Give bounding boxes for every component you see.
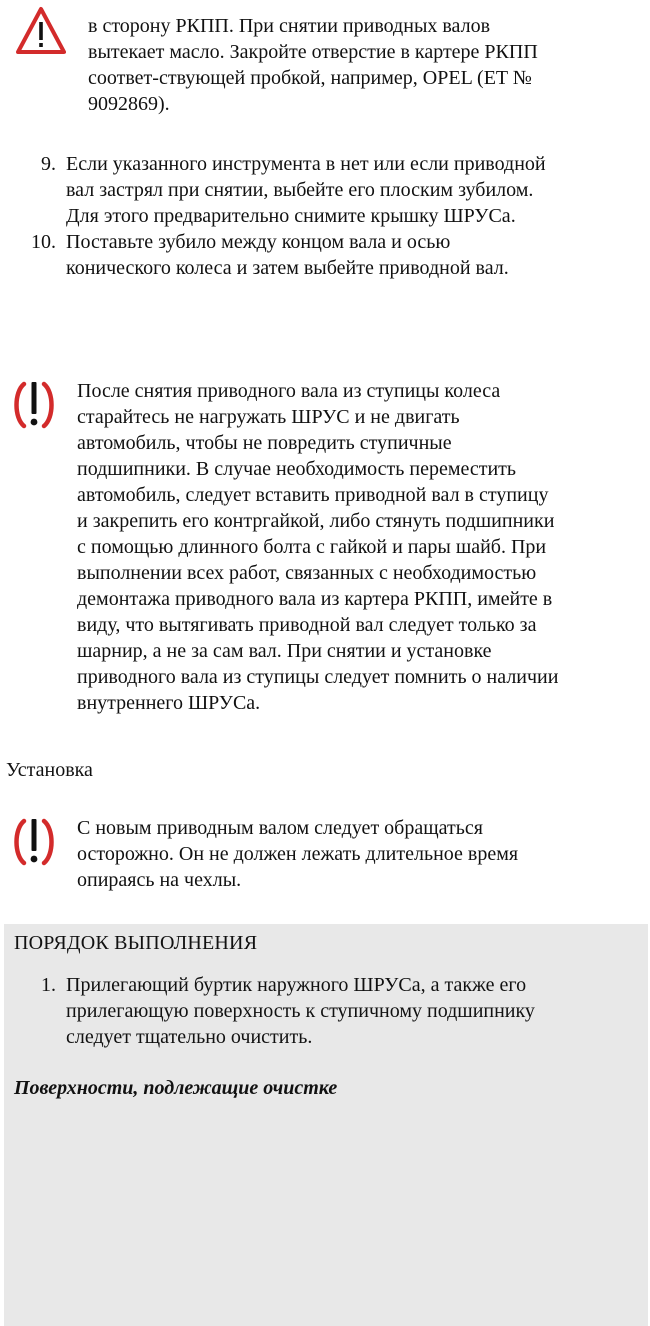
text-line: опираясь на чехлы.: [77, 869, 242, 891]
caution-note-text: [77, 815, 642, 893]
text-line: прилегающую поверхность к ступичному подшипнику: [66, 1000, 535, 1022]
text-line: Поставьте зубило между концом вала и осью: [66, 231, 451, 253]
text-line: и закрепить его контргайкой, либо стянуть подшипники: [77, 510, 555, 532]
list-item: [0, 151, 650, 229]
list-item: [0, 229, 650, 281]
text-line: автомобиль, следует вставить приводной вал в ступицу: [77, 484, 549, 506]
text-line: виду, что вытягивать приводной вал следует только за: [77, 614, 537, 636]
top-warning: [0, 0, 650, 130]
warning-triangle-icon: [16, 6, 66, 56]
section-heading-installation: Установка: [6, 759, 93, 781]
text-line: вытекает масло. Закройте отверстие в картере РКПП: [88, 41, 538, 63]
caution-exclamation-icon: [12, 378, 56, 432]
steps-list: [0, 151, 650, 281]
procedure-title: ПОРЯДОК ВЫПОЛНЕНИЯ: [14, 932, 258, 954]
procedure-panel: [4, 924, 648, 1326]
procedure-subtitle: Поверхности, подлежащие очистке: [14, 1077, 338, 1099]
top-warning-text: [88, 13, 628, 117]
text-line: следует тщательно очистить.: [66, 1026, 313, 1048]
text-line: вал застрял при снятии, выбейте его плоским зубилом.: [66, 179, 534, 201]
step-number: 9.: [41, 153, 56, 175]
text-line: конического колеса и затем выбейте приводной вал.: [66, 257, 509, 279]
caution-note-text: [77, 378, 642, 716]
procedure-steps: [0, 972, 650, 1050]
text-line: приводного вала из ступицы следует помнить о наличии: [77, 666, 559, 688]
text-line: демонтажа приводного вала из картера РКПП, имейте в: [77, 588, 553, 610]
text-line: Для этого предварительно снимите крышку ШРУСа.: [66, 205, 516, 227]
text-line: старайтесь не нагружать ШРУС и не двигать: [77, 406, 460, 428]
text-line: шарнир, а не за сам вал. При снятии и установке: [77, 640, 492, 662]
text-line: Если указанного инструмента в нет или если приводной: [66, 153, 546, 175]
step-text: [66, 151, 626, 229]
text-line: С новым приводным валом следует обращаться: [77, 817, 483, 839]
text-line: с помощью длинного болта с гайкой и пары шайб. При: [77, 536, 547, 558]
step-text: [66, 972, 626, 1050]
text-line: соответ-ствующей пробкой, например, OPEL (ET №: [88, 67, 532, 89]
text-line: выполнении всех работ, связанных с необходимостью: [77, 562, 537, 584]
text-line: подшипники. В случае необходимость переместить: [77, 458, 517, 480]
caution-exclamation-icon: [12, 815, 56, 869]
list-item: [0, 972, 650, 1050]
text-line: автомобиль, чтобы не повредить ступичные: [77, 432, 452, 454]
step-number: 1.: [41, 974, 56, 996]
text-line: осторожно. Он не должен лежать длительное время: [77, 843, 519, 865]
text-line: в сторону РКПП. При снятии приводных валов: [88, 15, 491, 37]
step-text: [66, 229, 626, 281]
step-number: 10.: [31, 231, 56, 253]
text-line: Прилегающий буртик наружного ШРУСа, а также его: [66, 974, 527, 996]
text-line: 9092869).: [88, 93, 170, 115]
text-line: внутреннего ШРУСа.: [77, 692, 261, 714]
text-line: После снятия приводного вала из ступицы колеса: [77, 380, 501, 402]
